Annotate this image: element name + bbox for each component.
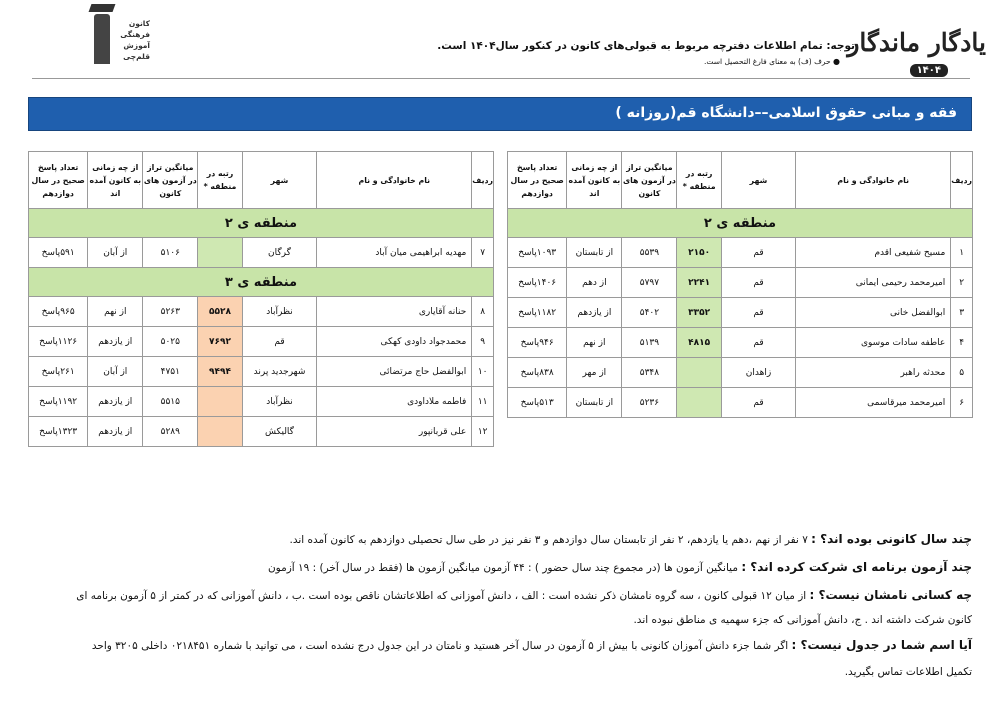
info-question: چند آزمون برنامه ای شرکت کرده اند؟ : <box>741 560 972 574</box>
cell-count: ۱۰۹۳پاسخ <box>508 238 567 268</box>
cell-count: ۵۹۱پاسخ <box>29 238 88 268</box>
cell-since: از نهم <box>88 297 143 327</box>
col-header-name: نام خانوادگی و نام <box>796 152 951 209</box>
cell-idx: ۷ <box>472 238 494 268</box>
cell-rank <box>198 238 242 268</box>
info-line-3b <box>633 614 972 626</box>
table-row <box>29 327 494 357</box>
info-line-4 <box>92 638 972 652</box>
info-answer: از میان ۱۲ قبولی کانون ، سه گروه نامشان ذکر نشده است : الف ، دانش آموزانی که اطلاعاتشان ناقص بوده است .ب ، دانش آموزانی که در کمتر از ۵ آزمون برنامه ای <box>76 590 810 602</box>
table-header-row <box>29 152 494 209</box>
cell-name: حنانه آقایاری <box>317 297 472 327</box>
cell-idx: ۸ <box>472 297 494 327</box>
cell-rank: ۵۵۲۸ <box>198 297 242 327</box>
cell-city: نظرآباد <box>242 387 317 417</box>
cell-avg: ۵۲۸۹ <box>143 417 198 447</box>
region-row <box>508 209 973 238</box>
cell-name: مسیح شفیعی اقدم <box>796 238 951 268</box>
graduation-cap-icon <box>89 4 116 12</box>
info-question: آیا اسم شما در جدول نیست؟ : <box>791 638 972 652</box>
cell-name: ابوالفضل خانی <box>796 298 951 328</box>
cell-avg: ۵۱۰۶ <box>143 238 198 268</box>
info-answer: کانون شرکت داشته اند . ج، دانش آموزانی که جزء سهمیه ی مناطق نبوده اند. <box>633 614 972 626</box>
cell-city: قم <box>242 327 317 357</box>
kanoon-logo <box>78 4 150 76</box>
col-header-rank: رتبه در منطقه * <box>677 152 721 209</box>
cell-avg: ۵۳۴۸ <box>622 358 677 388</box>
cell-city: قم <box>721 238 795 268</box>
cell-name: محدثه راهبر <box>796 358 951 388</box>
cell-city: قم <box>721 388 795 418</box>
cell-rank <box>198 387 242 417</box>
col-header-avg: میانگین تراز در آزمون های کانون <box>143 152 198 209</box>
col-header-idx: ردیف <box>472 152 494 209</box>
table-row <box>508 238 973 268</box>
cell-count: ۵۱۳پاسخ <box>508 388 567 418</box>
cell-since: از مهر <box>567 358 622 388</box>
cell-rank: ۹۴۹۴ <box>198 357 242 387</box>
table-row <box>29 387 494 417</box>
cell-idx: ۳ <box>951 298 973 328</box>
cell-name: علی قربانپور <box>317 417 472 447</box>
col-header-idx: ردیف <box>951 152 973 209</box>
cell-name: امیرمحمد میرقاسمی <box>796 388 951 418</box>
cell-idx: ۵ <box>951 358 973 388</box>
cell-avg: ۵۱۳۹ <box>622 328 677 358</box>
cell-avg: ۵۰۲۵ <box>143 327 198 357</box>
cell-since: از آبان <box>88 357 143 387</box>
region-label: منطقه ی ۲ <box>508 209 973 238</box>
cell-rank: ۷۶۹۲ <box>198 327 242 357</box>
cell-city: قم <box>721 298 795 328</box>
cell-city: قم <box>721 328 795 358</box>
cell-idx: ۴ <box>951 328 973 358</box>
cell-count: ۱۱۸۲پاسخ <box>508 298 567 328</box>
cell-city: گالیکش <box>242 417 317 447</box>
cell-count: ۸۳۸پاسخ <box>508 358 567 388</box>
cell-city: شهرجدید پرند <box>242 357 317 387</box>
cell-idx: ۹ <box>472 327 494 357</box>
brand-year: ۱۴۰۴ <box>910 64 948 77</box>
cell-idx: ۱۲ <box>472 417 494 447</box>
notice-subtext: ● حرف (ف) به معنای فارغ التحصیل است. <box>703 57 840 66</box>
cell-since: از دهم <box>567 268 622 298</box>
header-divider <box>32 78 970 79</box>
cell-city: قم <box>721 268 795 298</box>
cell-idx: ۱۱ <box>472 387 494 417</box>
cell-name: عاطفه سادات موسوی <box>796 328 951 358</box>
cell-name: فاطمه ملاداودی <box>317 387 472 417</box>
table-row <box>508 388 973 418</box>
col-header-since: از چه زمانی به کانون آمده اند <box>567 152 622 209</box>
region-label: منطقه ی ۳ <box>29 268 494 297</box>
col-header-name: نام خانوادگی و نام <box>317 152 472 209</box>
cell-avg: ۵۲۳۶ <box>622 388 677 418</box>
region-label: منطقه ی ۲ <box>29 209 494 238</box>
info-line-3 <box>76 588 972 602</box>
cell-city: گرگان <box>242 238 317 268</box>
cell-since: از یازدهم <box>88 417 143 447</box>
table-row <box>508 358 973 388</box>
col-header-city: شهر <box>721 152 795 209</box>
info-answer: میانگین آزمون ها (در مجموع چند سال حضور ) : ۴۴ آزمون میانگین آزمون ها (فقط در سال آخر) : ۱۹ آزمون <box>267 562 742 574</box>
table-rows <box>29 297 494 447</box>
brand-logo <box>847 28 990 80</box>
col-header-count: تعداد پاسخ صحیح در سال دوازدهم <box>508 152 567 209</box>
col-header-city: شهر <box>242 152 317 209</box>
graduate-figure-icon <box>94 14 110 64</box>
info-line-1 <box>289 532 972 546</box>
col-header-avg: میانگین تراز در آزمون های کانون <box>622 152 677 209</box>
cell-rank <box>677 358 721 388</box>
cell-count: ۱۱۲۶پاسخ <box>29 327 88 357</box>
cell-idx: ۱۰ <box>472 357 494 387</box>
info-question: چند سال کانونی بوده اند؟ : <box>811 532 972 546</box>
cell-idx: ۶ <box>951 388 973 418</box>
cell-count: ۹۴۶پاسخ <box>508 328 567 358</box>
cell-name: مهدیه ابراهیمی میان آباد <box>317 238 472 268</box>
region-row <box>29 209 494 238</box>
cell-count: ۱۳۲۳پاسخ <box>29 417 88 447</box>
cell-rank <box>677 388 721 418</box>
cell-since: از یازدهم <box>567 298 622 328</box>
cell-rank: ۲۱۵۰ <box>677 238 721 268</box>
cell-since: از آبان <box>88 238 143 268</box>
table-rows <box>29 238 494 268</box>
cell-rank: ۴۸۱۵ <box>677 328 721 358</box>
info-answer: اگر شما جزء دانش آموزان کانونی با بیش از ۵ آزمون در سال آخر هستید و نامتان در این جدول درج نشده است ، می توانید با شماره ۰۲۱۸۴۵۱ داخلی ۳۲۰۵ واحد <box>91 640 792 652</box>
cell-since: از یازدهم <box>88 387 143 417</box>
cell-avg: ۵۵۱۵ <box>143 387 198 417</box>
table-row <box>508 328 973 358</box>
cell-since: از تابستان <box>567 388 622 418</box>
cell-since: از نهم <box>567 328 622 358</box>
info-line-4b <box>845 666 972 678</box>
cell-avg: ۵۲۶۳ <box>143 297 198 327</box>
info-answer: ۷ نفر از نهم ،دهم یا یازدهم، ۲ نفر از تابستان سال دوازدهم و ۳ نفر نیز در طی سال تحصیلی دوازدهم به کانون آمده اند. <box>289 534 812 546</box>
results-table-right <box>507 151 973 418</box>
cell-rank <box>198 417 242 447</box>
cell-avg: ۵۷۹۷ <box>622 268 677 298</box>
cell-rank: ۳۳۵۲ <box>677 298 721 328</box>
notice-text: توجه: تمام اطلاعات دفترچه مربوط به قبولی‌های کانون در کنکور سال۱۴۰۴ است. <box>437 40 855 52</box>
cell-since: از تابستان <box>567 238 622 268</box>
logo-text: کانون فرهنگی آموزش قلم‌چی <box>120 19 150 61</box>
cell-name: ابوالفضل حاج مرتضائی <box>317 357 472 387</box>
info-line-2 <box>268 560 972 574</box>
table-header-row <box>508 152 973 209</box>
table-rows <box>508 238 973 418</box>
info-question: چه کسانی نامشان نیست؟ : <box>809 588 972 602</box>
region-row <box>29 268 494 297</box>
cell-city: نظرآباد <box>242 297 317 327</box>
cell-avg: ۴۷۵۱ <box>143 357 198 387</box>
brand-name: یادگار ماندگار <box>847 28 986 57</box>
table-row <box>29 417 494 447</box>
cell-avg: ۵۵۳۹ <box>622 238 677 268</box>
cell-idx: ۱ <box>951 238 973 268</box>
col-header-rank: رتبه در منطقه * <box>198 152 242 209</box>
results-table-left <box>28 151 494 447</box>
table-row <box>508 298 973 328</box>
col-header-since: از چه زمانی به کانون آمده اند <box>88 152 143 209</box>
page-title: فقه و مبانی حقوق اسلامی––دانشگاه قم(روزانه ) <box>615 105 957 121</box>
table-row <box>29 357 494 387</box>
table-row <box>29 238 494 268</box>
cell-name: امیرمحمد رحیمی ایمانی <box>796 268 951 298</box>
title-bar <box>28 97 972 131</box>
cell-rank: ۲۲۴۱ <box>677 268 721 298</box>
table-row <box>29 297 494 327</box>
cell-idx: ۲ <box>951 268 973 298</box>
cell-city: زاهدان <box>721 358 795 388</box>
cell-count: ۱۴۰۶پاسخ <box>508 268 567 298</box>
table-row <box>508 268 973 298</box>
cell-avg: ۵۴۰۲ <box>622 298 677 328</box>
cell-since: از یازدهم <box>88 327 143 357</box>
cell-count: ۲۶۱پاسخ <box>29 357 88 387</box>
cell-count: ۹۶۵پاسخ <box>29 297 88 327</box>
cell-name: محمدجواد داودی کهکی <box>317 327 472 357</box>
cell-count: ۱۱۹۲پاسخ <box>29 387 88 417</box>
col-header-count: تعداد پاسخ صحیح در سال دوازدهم <box>29 152 88 209</box>
info-answer: تکمیل اطلاعات تماس بگیرید. <box>844 666 972 678</box>
